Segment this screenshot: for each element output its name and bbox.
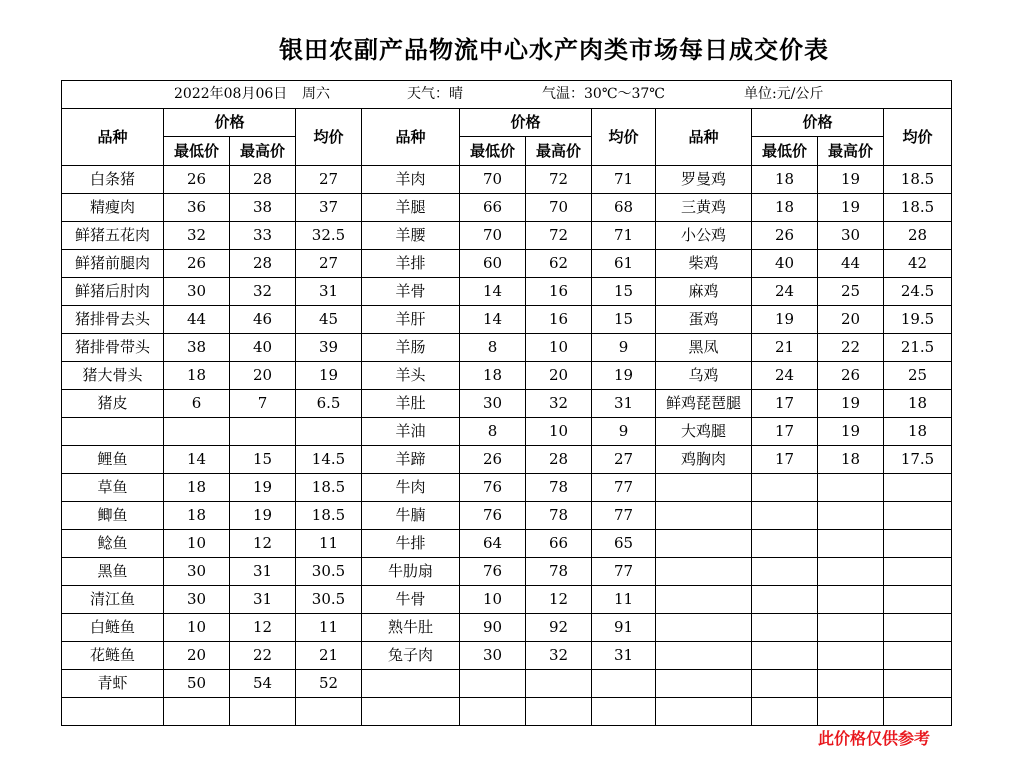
disclaimer-note: 此价格仅供参考 [818,729,931,748]
product-cell: 花鲢鱼 [62,642,164,670]
avg-price-cell [884,614,952,642]
min-price-cell: 18 [752,166,818,194]
min-price-cell [752,670,818,698]
product-cell: 清江鱼 [62,586,164,614]
min-price-cell: 36 [164,194,230,222]
avg-price-cell: 27 [296,250,362,278]
min-price-cell: 90 [460,614,526,642]
header-min: 最低价 [164,137,230,166]
avg-price-cell: 11 [296,614,362,642]
price-table [61,80,952,726]
max-price-cell: 18 [818,446,884,474]
avg-price-cell: 32.5 [296,222,362,250]
table-row [62,474,952,502]
product-cell: 鲜鸡琵琶腿 [656,390,752,418]
product-cell: 鸡胸肉 [656,446,752,474]
product-cell [656,586,752,614]
header-product: 品种 [656,109,752,166]
product-cell [62,418,164,446]
header-price: 价格 [164,109,296,137]
product-cell [656,642,752,670]
max-price-cell: 19 [230,474,296,502]
product-cell [62,698,164,726]
product-cell: 鲜猪后肘肉 [62,278,164,306]
product-cell: 精瘦肉 [62,194,164,222]
avg-price-cell [884,474,952,502]
table-row [62,194,952,222]
max-price-cell: 12 [230,530,296,558]
header-max: 最高价 [230,137,296,166]
product-cell: 鲜猪前腿肉 [62,250,164,278]
temperature-text: 气温：30℃～37℃ [542,86,665,102]
min-price-cell: 30 [460,642,526,670]
product-cell: 猪大骨头 [62,362,164,390]
max-price-cell: 20 [526,362,592,390]
avg-price-cell: 37 [296,194,362,222]
max-price-cell: 92 [526,614,592,642]
avg-price-cell [592,670,656,698]
avg-price-cell [884,558,952,586]
avg-price-cell [884,502,952,530]
avg-price-cell [884,642,952,670]
min-price-cell: 64 [460,530,526,558]
header-product: 品种 [62,109,164,166]
max-price-cell [230,418,296,446]
min-price-cell: 76 [460,502,526,530]
min-price-cell [164,698,230,726]
table-row [62,334,952,362]
product-cell [656,474,752,502]
avg-price-cell: 17.5 [884,446,952,474]
max-price-cell: 19 [818,418,884,446]
product-cell: 青虾 [62,670,164,698]
product-cell: 鲶鱼 [62,530,164,558]
min-price-cell: 50 [164,670,230,698]
avg-price-cell: 14.5 [296,446,362,474]
min-price-cell: 30 [164,278,230,306]
table-row [62,306,952,334]
max-price-cell: 22 [230,642,296,670]
avg-price-cell [884,670,952,698]
product-cell [362,698,460,726]
product-cell: 牛排 [362,530,460,558]
header-price: 价格 [752,109,884,137]
max-price-cell: 28 [526,446,592,474]
min-price-cell: 18 [460,362,526,390]
max-price-cell [818,586,884,614]
table-row [62,278,952,306]
header-min: 最低价 [460,137,526,166]
product-cell: 猪排骨去头 [62,306,164,334]
max-price-cell: 78 [526,558,592,586]
max-price-cell: 16 [526,306,592,334]
product-cell: 牛骨 [362,586,460,614]
min-price-cell: 17 [752,446,818,474]
avg-price-cell: 19.5 [884,306,952,334]
max-price-cell: 32 [526,390,592,418]
max-price-cell: 12 [230,614,296,642]
avg-price-cell: 25 [884,362,952,390]
product-cell: 牛肋扇 [362,558,460,586]
header-avg: 均价 [592,109,656,166]
min-price-cell: 17 [752,418,818,446]
avg-price-cell [296,418,362,446]
max-price-cell: 46 [230,306,296,334]
table-row [62,614,952,642]
avg-price-cell: 9 [592,418,656,446]
max-price-cell [818,642,884,670]
product-cell: 三黄鸡 [656,194,752,222]
max-price-cell [818,502,884,530]
product-cell: 羊腰 [362,222,460,250]
weather-text: 天气：晴 [407,86,463,102]
max-price-cell: 31 [230,586,296,614]
max-price-cell: 10 [526,418,592,446]
product-cell: 羊肠 [362,334,460,362]
min-price-cell [752,530,818,558]
avg-price-cell: 31 [592,390,656,418]
max-price-cell: 25 [818,278,884,306]
product-cell [656,558,752,586]
avg-price-cell: 52 [296,670,362,698]
min-price-cell: 8 [460,418,526,446]
avg-price-cell: 39 [296,334,362,362]
header-price: 价格 [460,109,592,137]
table-row [62,390,952,418]
min-price-cell: 44 [164,306,230,334]
avg-price-cell [884,698,952,726]
min-price-cell: 38 [164,334,230,362]
avg-price-cell: 11 [592,586,656,614]
max-price-cell [230,698,296,726]
product-cell: 羊肚 [362,390,460,418]
product-cell: 黑凤 [656,334,752,362]
min-price-cell: 21 [752,334,818,362]
avg-price-cell: 18.5 [884,166,952,194]
max-price-cell: 28 [230,250,296,278]
product-cell: 猪皮 [62,390,164,418]
min-price-cell: 30 [164,558,230,586]
max-price-cell: 62 [526,250,592,278]
header-product: 品种 [362,109,460,166]
avg-price-cell: 6.5 [296,390,362,418]
avg-price-cell: 15 [592,278,656,306]
product-cell [656,698,752,726]
max-price-cell: 20 [230,362,296,390]
table-row [62,586,952,614]
product-cell: 羊蹄 [362,446,460,474]
avg-price-cell: 42 [884,250,952,278]
max-price-cell [818,530,884,558]
min-price-cell: 66 [460,194,526,222]
max-price-cell: 40 [230,334,296,362]
product-cell: 熟牛肚 [362,614,460,642]
avg-price-cell: 91 [592,614,656,642]
max-price-cell: 10 [526,334,592,362]
table-row [62,530,952,558]
avg-price-cell: 21 [296,642,362,670]
min-price-cell [752,474,818,502]
max-price-cell: 70 [526,194,592,222]
avg-price-cell: 77 [592,474,656,502]
avg-price-cell [296,698,362,726]
min-price-cell [164,418,230,446]
product-cell: 白条猪 [62,166,164,194]
max-price-cell: 31 [230,558,296,586]
meta-row [62,81,952,109]
table-row [62,642,952,670]
avg-price-cell: 65 [592,530,656,558]
max-price-cell: 7 [230,390,296,418]
max-price-cell: 19 [818,166,884,194]
avg-price-cell: 18.5 [884,194,952,222]
min-price-cell: 76 [460,558,526,586]
avg-price-cell: 11 [296,530,362,558]
avg-price-cell: 24.5 [884,278,952,306]
product-cell: 羊骨 [362,278,460,306]
max-price-cell: 12 [526,586,592,614]
product-cell: 罗曼鸡 [656,166,752,194]
header-avg: 均价 [296,109,362,166]
table-row [62,250,952,278]
table-row [62,362,952,390]
min-price-cell: 26 [164,166,230,194]
avg-price-cell: 71 [592,222,656,250]
min-price-cell: 24 [752,362,818,390]
min-price-cell: 6 [164,390,230,418]
product-cell: 蛋鸡 [656,306,752,334]
min-price-cell: 18 [164,502,230,530]
min-price-cell: 26 [164,250,230,278]
min-price-cell: 19 [752,306,818,334]
max-price-cell [526,698,592,726]
max-price-cell [818,474,884,502]
min-price-cell [460,670,526,698]
max-price-cell: 78 [526,502,592,530]
table-row [62,222,952,250]
max-price-cell: 54 [230,670,296,698]
min-price-cell: 26 [460,446,526,474]
avg-price-cell: 61 [592,250,656,278]
min-price-cell [752,586,818,614]
weekday-text: 周六 [302,86,330,102]
min-price-cell: 18 [752,194,818,222]
max-price-cell: 44 [818,250,884,278]
unit-text: 单位:元/公斤 [744,86,824,102]
max-price-cell: 38 [230,194,296,222]
product-cell: 黑鱼 [62,558,164,586]
product-cell: 鲫鱼 [62,502,164,530]
avg-price-cell: 68 [592,194,656,222]
avg-price-cell: 31 [296,278,362,306]
min-price-cell: 60 [460,250,526,278]
table-row [62,670,952,698]
max-price-cell: 32 [230,278,296,306]
product-cell: 草鱼 [62,474,164,502]
min-price-cell: 70 [460,222,526,250]
max-price-cell: 22 [818,334,884,362]
avg-price-cell: 18 [884,418,952,446]
min-price-cell: 18 [164,474,230,502]
min-price-cell: 14 [164,446,230,474]
product-cell [656,530,752,558]
max-price-cell: 19 [230,502,296,530]
header-max: 最高价 [526,137,592,166]
header-avg: 均价 [884,109,952,166]
product-cell: 羊肝 [362,306,460,334]
product-cell: 牛腩 [362,502,460,530]
max-price-cell: 26 [818,362,884,390]
max-price-cell: 78 [526,474,592,502]
table-row [62,558,952,586]
product-cell: 鲤鱼 [62,446,164,474]
product-cell: 麻鸡 [656,278,752,306]
min-price-cell: 24 [752,278,818,306]
avg-price-cell: 15 [592,306,656,334]
product-cell: 兔子肉 [362,642,460,670]
product-cell [656,670,752,698]
min-price-cell: 70 [460,166,526,194]
product-cell: 羊排 [362,250,460,278]
min-price-cell: 20 [164,642,230,670]
min-price-cell: 40 [752,250,818,278]
min-price-cell: 26 [752,222,818,250]
min-price-cell: 76 [460,474,526,502]
meta-cell [62,81,952,109]
max-price-cell: 19 [818,390,884,418]
max-price-cell: 19 [818,194,884,222]
min-price-cell [752,558,818,586]
header-row-1 [62,109,952,137]
avg-price-cell: 77 [592,502,656,530]
min-price-cell: 8 [460,334,526,362]
product-cell: 乌鸡 [656,362,752,390]
min-price-cell [752,698,818,726]
avg-price-cell [592,698,656,726]
product-cell: 鲜猪五花肉 [62,222,164,250]
min-price-cell [752,502,818,530]
min-price-cell: 10 [164,614,230,642]
min-price-cell [752,642,818,670]
min-price-cell: 10 [164,530,230,558]
min-price-cell: 30 [164,586,230,614]
product-cell [656,502,752,530]
header-max: 最高价 [818,137,884,166]
avg-price-cell: 18 [884,390,952,418]
max-price-cell: 72 [526,222,592,250]
product-cell: 羊油 [362,418,460,446]
max-price-cell [526,670,592,698]
min-price-cell: 32 [164,222,230,250]
max-price-cell: 32 [526,642,592,670]
avg-price-cell: 19 [592,362,656,390]
product-cell: 羊头 [362,362,460,390]
max-price-cell: 15 [230,446,296,474]
avg-price-cell: 18.5 [296,474,362,502]
product-cell [656,614,752,642]
max-price-cell: 33 [230,222,296,250]
avg-price-cell: 71 [592,166,656,194]
min-price-cell: 10 [460,586,526,614]
product-cell: 牛肉 [362,474,460,502]
max-price-cell: 28 [230,166,296,194]
header-row-2 [62,137,952,166]
avg-price-cell: 28 [884,222,952,250]
max-price-cell: 66 [526,530,592,558]
table-row [62,166,952,194]
avg-price-cell [884,586,952,614]
avg-price-cell: 19 [296,362,362,390]
min-price-cell: 14 [460,306,526,334]
product-cell: 猪排骨带头 [62,334,164,362]
table-row [62,502,952,530]
table-row [62,418,952,446]
product-cell: 羊肉 [362,166,460,194]
avg-price-cell: 18.5 [296,502,362,530]
table-row [62,698,952,726]
product-cell: 柴鸡 [656,250,752,278]
product-cell: 白鲢鱼 [62,614,164,642]
min-price-cell [460,698,526,726]
avg-price-cell: 77 [592,558,656,586]
header-min: 最低价 [752,137,818,166]
product-cell [362,670,460,698]
min-price-cell [752,614,818,642]
min-price-cell: 30 [460,390,526,418]
product-cell: 小公鸡 [656,222,752,250]
avg-price-cell: 27 [592,446,656,474]
avg-price-cell: 21.5 [884,334,952,362]
min-price-cell: 14 [460,278,526,306]
min-price-cell: 17 [752,390,818,418]
page-title: 银田农副产品物流中心水产肉类市场每日成交价表 [279,35,829,64]
max-price-cell [818,698,884,726]
min-price-cell: 18 [164,362,230,390]
max-price-cell: 20 [818,306,884,334]
max-price-cell [818,614,884,642]
avg-price-cell: 31 [592,642,656,670]
avg-price-cell: 9 [592,334,656,362]
max-price-cell [818,558,884,586]
table-row [62,446,952,474]
max-price-cell: 72 [526,166,592,194]
max-price-cell [818,670,884,698]
avg-price-cell: 27 [296,166,362,194]
max-price-cell: 16 [526,278,592,306]
max-price-cell: 30 [818,222,884,250]
avg-price-cell: 45 [296,306,362,334]
avg-price-cell [884,530,952,558]
product-cell: 羊腿 [362,194,460,222]
avg-price-cell: 30.5 [296,558,362,586]
avg-price-cell: 30.5 [296,586,362,614]
product-cell: 大鸡腿 [656,418,752,446]
date-text: 2022年08月06日 [174,86,288,102]
